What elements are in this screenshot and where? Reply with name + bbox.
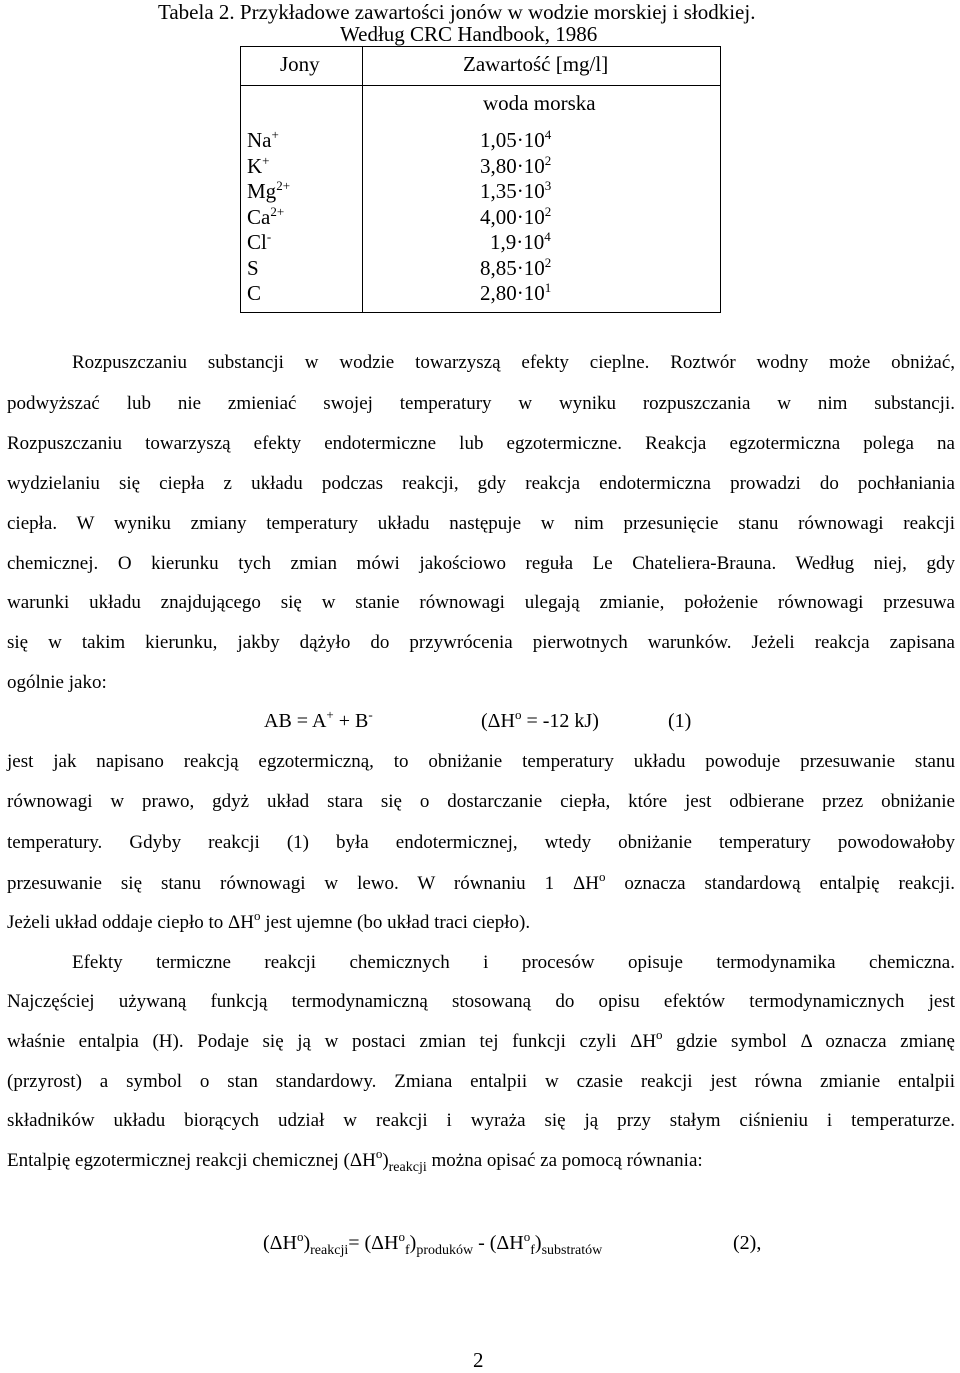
dh-close: = -12 kJ)	[521, 710, 599, 732]
ion-symbol: S	[247, 255, 259, 280]
ion-concentration: $3,80\cdot 10^2$	[480, 152, 552, 178]
table-caption-line1: Tabela 2. Przykładowe zawartości jonów w wodzie morskiej i słodkiej.	[158, 0, 756, 24]
equation-1	[264, 707, 373, 733]
eq2-t5: - (ΔH	[473, 1232, 524, 1254]
cation-charge: +	[326, 707, 334, 722]
p1-line: się w takim kierunku, jakby dążyło do przywrócenia pierwotnych warunków. Jeżeli reakcja zapisana	[7, 632, 955, 653]
ion-symbol: $Mg^{2+}$	[247, 178, 291, 203]
table-header-divider	[241, 85, 720, 86]
ion-symbol: C	[247, 281, 262, 305]
eq2-s3: o	[523, 1229, 531, 1244]
p2-line: równowagi w prawo, gdyż układ stara się o dostarczanie ciepła, które jest odbierane przez obniżanie	[7, 791, 955, 812]
ion-concentration: $4,00\cdot 10^2$	[480, 203, 552, 229]
p1-line: chemicznej. O kierunku tych zmian mówi jakościowo reguła Le Chateliera-Brauna. Według niej, gdy	[7, 553, 955, 574]
p3-line-6-c: )	[382, 1150, 389, 1171]
p2-line-5-sup: o	[254, 908, 261, 923]
equation-2	[263, 1229, 603, 1258]
p2-line: temperatury. Gdyby reakcji (1) była endotermicznej, wtedy obniżanie temperatury powodowałoby	[7, 832, 955, 853]
p3-line-2: Najczęściej używaną funkcją termodynamiczną stosowaną do opisu efektów termodynamicznych jest	[7, 991, 955, 1012]
eq2-s2: o	[398, 1229, 405, 1244]
eq2-t4: )	[409, 1232, 417, 1254]
equation-2-number: (2),	[733, 1232, 762, 1254]
anion-charge: -	[368, 707, 373, 722]
eq2-t3: = (ΔH	[348, 1232, 399, 1254]
eq2-s1: o	[296, 1229, 304, 1244]
ion-symbol: Na+	[247, 127, 279, 152]
eq2-t6: )	[534, 1232, 542, 1254]
p1-line: ciepła. W wyniku zmiany temperatury układu następuje w nim przesunięcie stanu równowagi reakcji	[7, 513, 955, 534]
p3-line-6-sub: reakcji	[388, 1160, 427, 1175]
table-column-divider	[362, 47, 363, 312]
ion-concentration: $1,9\cdot 10^4$	[490, 229, 551, 254]
p3-line-1: Efekty termiczne reakcji chemicznych i procesów opisuje termodynamika chemiczna.	[72, 952, 955, 973]
table-header-ions: Jony	[280, 52, 320, 76]
table-caption-line2: Według CRC Handbook, 1986	[340, 22, 598, 46]
p1-line: Rozpuszczaniu towarzyszą efekty endotermiczne lub egzotermiczne. Reakcja egzotermiczna polega na	[7, 433, 955, 454]
ion-concentration: $1,05\cdot 10^4$	[480, 127, 552, 152]
p2-line-4-a: przesuwanie się stanu równowagi w lewo. W równaniu 1 ΔH	[7, 873, 599, 894]
p3-line-5: składników układu biorących udział w reakcji i wyraża się ją przy stałym ciśnieniu i temperaturze.	[7, 1110, 955, 1131]
equation-1-number: (1)	[668, 710, 692, 732]
p3-line-6-b: można opisać za pomocą równania:	[426, 1150, 703, 1171]
ion-concentration: $8,85\cdot 10^2$	[480, 254, 552, 280]
table-header-content: Zawartość [mg/l]	[463, 52, 609, 76]
eq2-b5: substratów	[541, 1243, 603, 1258]
page-number: 2	[473, 1348, 484, 1372]
p3-line-3-sup: o	[656, 1027, 663, 1042]
p2-line-5-a: Jeżeli układ oddaje ciepło to ΔH	[7, 912, 254, 933]
equation-1-enthalpy	[481, 707, 599, 733]
ion-symbol: Cl-	[247, 229, 272, 254]
eq2-t2: )	[303, 1232, 311, 1254]
ion-concentration: $1,35\cdot 10^3$	[480, 178, 552, 203]
table-subheader: woda morska	[483, 91, 596, 115]
p3-line-3	[7, 1027, 955, 1054]
p3-line-6-sup: o	[375, 1146, 383, 1161]
p1-line: wydzielaniu się ciepła z układu podczas reakcji, gdy reakcja endotermiczna prowadzi do pochłaniania	[7, 473, 955, 494]
p2-line-4-sup: o	[598, 869, 606, 884]
p2-line-4-b: oznacza standardową entalpię reakcji.	[605, 873, 955, 894]
p2-line-4	[7, 869, 955, 896]
p2-line-5-b: jest ujemne (bo układ traci ciepło).	[260, 912, 531, 933]
equation-1-lhs: AB = A	[264, 710, 327, 732]
p3-line-4: (przyrost) a symbol o stan standardowy. Zmiana entalpii w czasie reakcji jest równa zmianie entalpii	[7, 1071, 955, 1092]
ion-concentration: $2,80\cdot 10^1$	[480, 280, 552, 305]
eq2-t1: (ΔH	[263, 1232, 297, 1254]
dh-open: (ΔH	[481, 710, 515, 732]
p3-line-3-b: gdzie symbol Δ oznacza zmianę	[662, 1031, 955, 1052]
ion-symbol: $Ca^{2+}$	[247, 203, 285, 229]
p2-line: jest jak napisano reakcją egzotermiczną, to obniżanie temperatury układu powoduje przesuwanie stanu	[7, 751, 955, 772]
p1-line: podwyższać lub nie zmieniać swojej temperatury w wyniku rozpuszczania w nim substancji.	[7, 393, 955, 414]
p1-line: ogólnie jako:	[7, 672, 107, 693]
p3-line-6-a: Entalpię egzotermicznej reakcji chemicznej (ΔH	[7, 1150, 376, 1171]
eq2-b1: reakcji	[310, 1243, 349, 1258]
p1-line: Rozpuszczaniu substancji w wodzie towarzyszą efekty cieplne. Roztwór wodny może obniżać,	[72, 352, 955, 373]
eq2-b2: f	[404, 1243, 410, 1258]
p3-line-6	[7, 1146, 955, 1175]
ion-symbol: K+	[247, 152, 270, 178]
dh-standard-sup: o	[514, 707, 522, 722]
eq2-b3: produków	[416, 1243, 474, 1258]
equation-1-mid: + B	[333, 710, 369, 732]
p2-line-5	[7, 908, 955, 935]
p1-line: warunki układu znajdującego się w stanie równowagi ulegają zmianie, położenie równowagi przesuwa	[7, 592, 955, 613]
eq2-b4: f	[530, 1243, 535, 1258]
p3-line-3-a: właśnie entalpia (H). Podaje się ją w postaci zmian tej funkcji czyli ΔH	[7, 1031, 657, 1052]
